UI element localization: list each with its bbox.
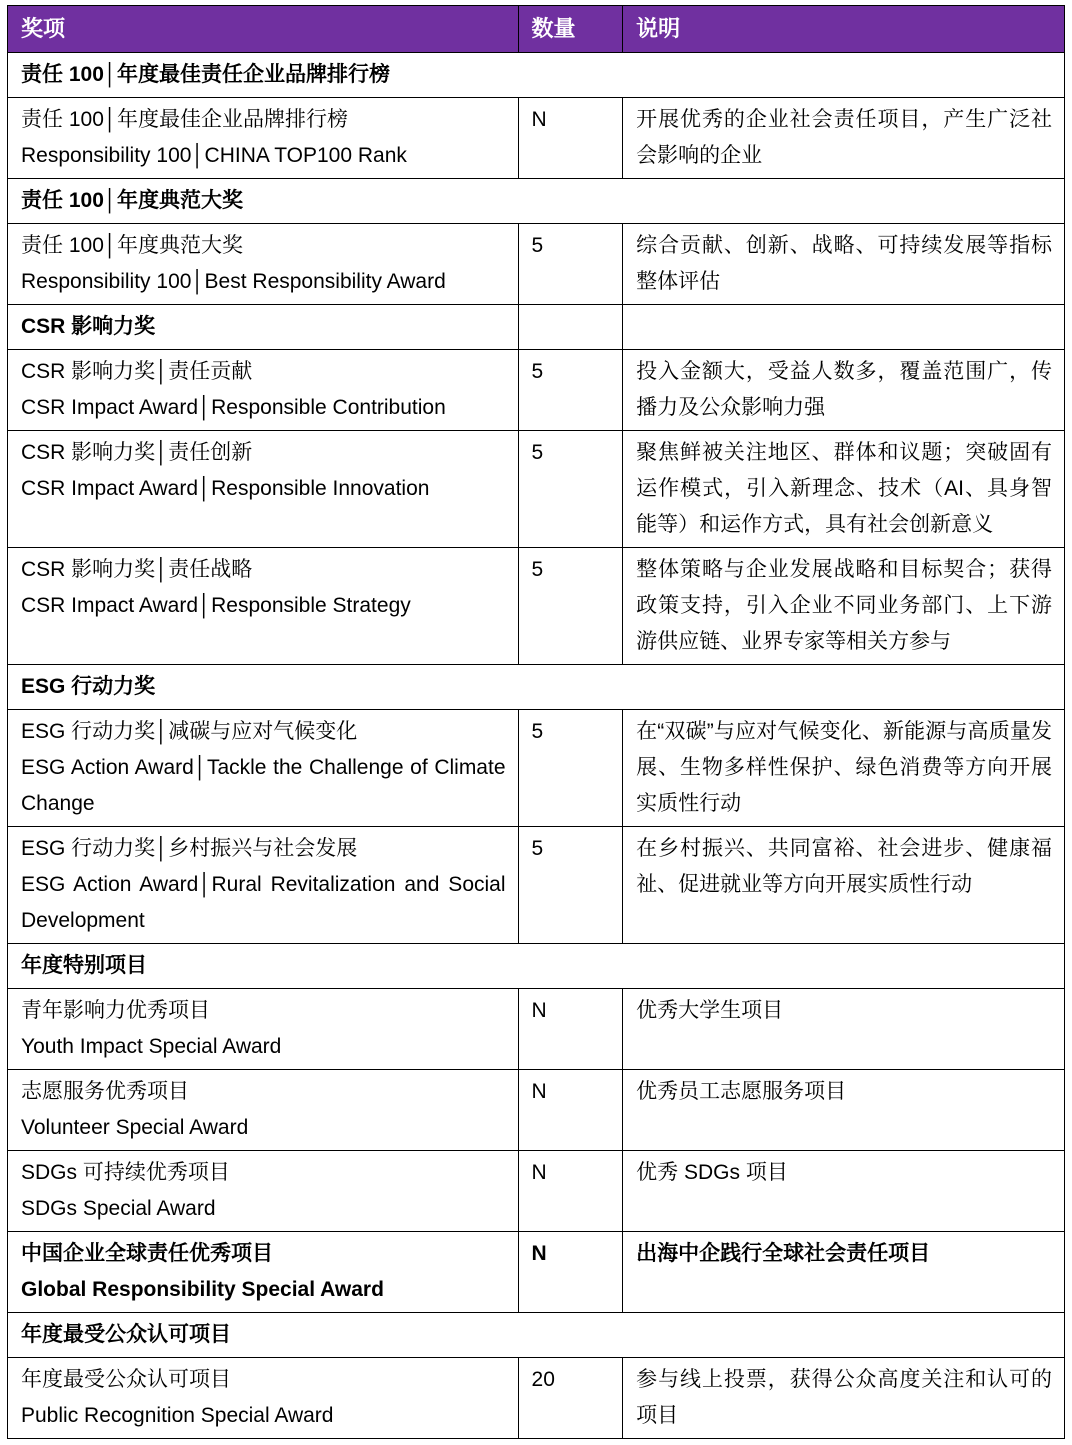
award-cell [8, 989, 519, 1070]
award-name-zh: ESG 行动力奖│乡村振兴与社会发展 [21, 837, 358, 860]
description-cell [623, 431, 1065, 548]
award-cell [8, 827, 519, 944]
quantity-cell [518, 305, 623, 350]
awards-table [7, 5, 1065, 1439]
description-cell [623, 1358, 1065, 1439]
section-row [8, 1313, 1065, 1358]
header-quantity: 数量 [518, 6, 623, 53]
award-cell [8, 548, 519, 665]
quantity-cell [518, 224, 623, 305]
award-row [8, 548, 1065, 665]
award-row [8, 989, 1065, 1070]
award-name-zh: SDGs 可持续优秀项目 [21, 1161, 230, 1184]
quantity-value: N [531, 999, 547, 1022]
award-name-en: CSR Impact Award│Responsible Contribution [21, 396, 446, 419]
award-cell [8, 305, 519, 350]
quantity-cell [518, 350, 623, 431]
table-header [8, 6, 1065, 53]
award-name-en: CSR Impact Award│Responsible Strategy [21, 594, 411, 617]
award-name-en: SDGs Special Award [21, 1197, 216, 1220]
description-text: 优秀 SDGs 项目 [636, 1161, 788, 1184]
award-row [8, 431, 1065, 548]
description-text: 在“双碳”与应对气候变化、新能源与高质量发展、生物多样性保护、绿色消费等方向开展实质性行动 [636, 720, 1052, 815]
quantity-value: N [531, 1242, 547, 1265]
description-cell [623, 710, 1065, 827]
quantity-cell [518, 98, 623, 179]
award-row [8, 224, 1065, 305]
table-body [8, 53, 1065, 1439]
award-row [8, 98, 1065, 179]
award-name-zh: 责任 100│年度典范大奖 [21, 234, 243, 257]
description-cell [623, 98, 1065, 179]
award-name-en: Volunteer Special Award [21, 1116, 249, 1139]
quantity-cell [518, 1358, 623, 1439]
header-description: 说明 [623, 6, 1065, 53]
description-text: 参与线上投票，获得公众高度关注和认可的项目 [636, 1368, 1052, 1427]
description-text: 出海中企践行全球社会责任项目 [636, 1242, 931, 1265]
award-name-en: Responsibility 100│Best Responsibility Award [21, 270, 446, 293]
award-row [8, 710, 1065, 827]
description-text: 聚焦鲜被关注地区、群体和议题；突破固有运作模式，引入新理念、技术（AI、具身智能等）和运作方式，具有社会创新意义 [636, 441, 1052, 536]
award-name-zh: ESG 行动力奖│减碳与应对气候变化 [21, 720, 358, 743]
quantity-value: N [531, 108, 547, 131]
award-cell [8, 710, 519, 827]
section-row [8, 944, 1065, 989]
section-title: 责任 100│年度典范大奖 [8, 179, 1065, 224]
award-name-zh: 中国企业全球责任优秀项目 [21, 1242, 273, 1265]
description-cell [623, 1151, 1065, 1232]
award-row [8, 350, 1065, 431]
award-cell [8, 1151, 519, 1232]
quantity-cell [518, 989, 623, 1070]
award-name-en: Global Responsibility Special Award [21, 1278, 384, 1301]
quantity-value: 5 [531, 837, 544, 860]
description-text: 优秀大学生项目 [636, 999, 784, 1022]
description-text: 投入金额大，受益人数多，覆盖范围广，传播力及公众影响力强 [636, 360, 1052, 419]
quantity-value: 5 [531, 441, 544, 464]
award-name-zh: 责任 100│年度最佳企业品牌排行榜 [21, 108, 348, 131]
header-row [8, 6, 1065, 53]
description-text: 优秀员工志愿服务项目 [636, 1080, 847, 1103]
description-cell [623, 1232, 1065, 1313]
section-title: ESG 行动力奖 [8, 665, 1065, 710]
quantity-cell [518, 1070, 623, 1151]
description-text: 开展优秀的企业社会责任项目，产生广泛社会影响的企业 [636, 108, 1052, 167]
description-text: 整体策略与企业发展战略和目标契合；获得政策支持，引入企业不同业务部门、上下游游供应链、业界专家等相关方参与 [636, 558, 1052, 653]
award-row [8, 1151, 1065, 1232]
award-row [8, 827, 1065, 944]
quantity-value: 5 [531, 234, 544, 257]
section-row [8, 53, 1065, 98]
award-cell [8, 1070, 519, 1151]
description-cell [623, 305, 1065, 350]
award-cell [8, 98, 519, 179]
award-name-zh: 志愿服务优秀项目 [21, 1080, 189, 1103]
award-name-en: Public Recognition Special Award [21, 1404, 334, 1427]
header-award: 奖项 [8, 6, 519, 53]
award-name-zh: CSR 影响力奖│责任战略 [21, 558, 253, 581]
quantity-value: 5 [531, 558, 544, 581]
description-cell [623, 989, 1065, 1070]
quantity-value: 20 [531, 1368, 555, 1391]
description-text: 综合贡献、创新、战略、可持续发展等指标整体评估 [636, 234, 1052, 293]
section-row [8, 179, 1065, 224]
award-cell [8, 1232, 519, 1313]
description-text: 在乡村振兴、共同富裕、社会进步、健康福祉、促进就业等方向开展实质性行动 [636, 837, 1052, 896]
section-title: 年度最受公众认可项目 [8, 1313, 1065, 1358]
section-row [8, 665, 1065, 710]
quantity-value: 5 [531, 360, 544, 383]
quantity-cell [518, 431, 623, 548]
description-cell [623, 224, 1065, 305]
description-cell [623, 548, 1065, 665]
quantity-value: N [531, 1161, 547, 1184]
award-name-en: Youth Impact Special Award [21, 1035, 282, 1058]
quantity-cell [518, 548, 623, 665]
award-row-global-bold [8, 1232, 1065, 1313]
award-cell [8, 1358, 519, 1439]
quantity-cell [518, 710, 623, 827]
description-cell [623, 1070, 1065, 1151]
quantity-value: N [531, 1080, 547, 1103]
award-row [8, 1358, 1065, 1439]
section-title: 年度特别项目 [8, 944, 1065, 989]
award-cell [8, 224, 519, 305]
award-name-zh: 青年影响力优秀项目 [21, 999, 210, 1022]
award-name-en: CSR Impact Award│Responsible Innovation [21, 477, 430, 500]
award-cell [8, 350, 519, 431]
award-row [8, 1070, 1065, 1151]
award-name-zh: CSR 影响力奖 [21, 315, 156, 338]
award-name-en: ESG Action Award│Tackle the Challenge of Climate Change [21, 756, 506, 815]
description-cell [623, 350, 1065, 431]
quantity-cell [518, 827, 623, 944]
quantity-cell [518, 1151, 623, 1232]
award-name-zh: 年度最受公众认可项目 [21, 1368, 231, 1391]
award-cell [8, 431, 519, 548]
subheader-row [8, 305, 1065, 350]
award-name-zh: CSR 影响力奖│责任贡献 [21, 360, 253, 383]
award-name-en: Responsibility 100│CHINA TOP100 Rank [21, 144, 407, 167]
quantity-cell [518, 1232, 623, 1313]
award-name-en: ESG Action Award│Rural Revitalization and Social Development [21, 873, 506, 932]
quantity-value: 5 [531, 720, 544, 743]
section-title: 责任 100│年度最佳责任企业品牌排行榜 [8, 53, 1065, 98]
award-name-zh: CSR 影响力奖│责任创新 [21, 441, 253, 464]
description-cell [623, 827, 1065, 944]
